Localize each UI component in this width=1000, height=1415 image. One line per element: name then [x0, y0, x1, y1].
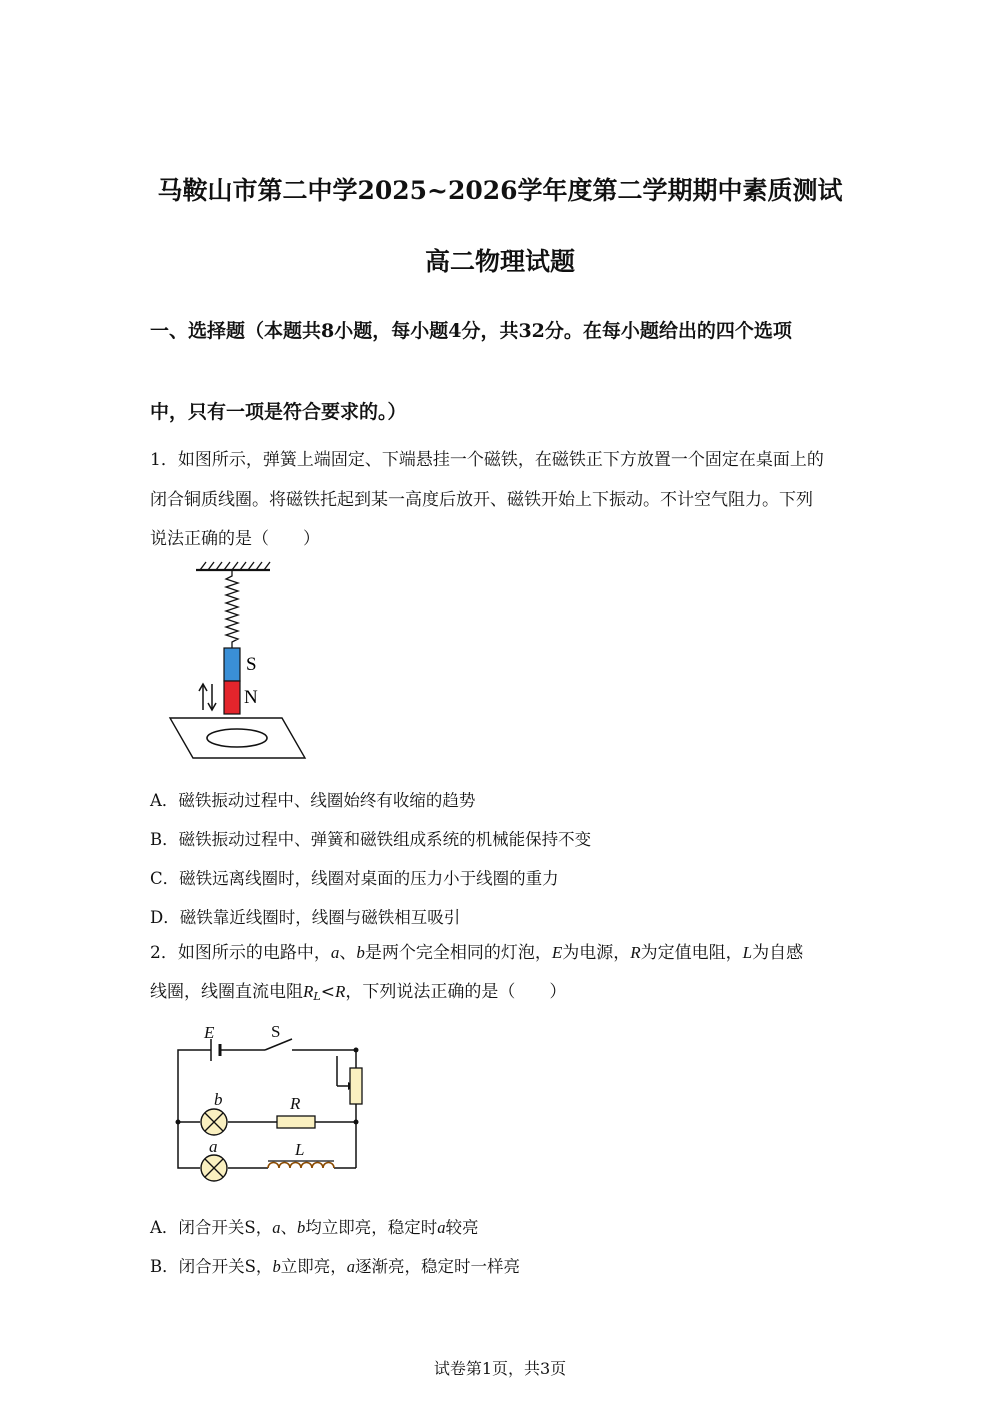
spring-magnet-coil-figure: [160, 560, 320, 765]
q1-option-c: C．磁铁远离线圈时，线圈对桌面的压力小于线圈的重力: [150, 869, 559, 888]
label-s: S: [246, 654, 257, 675]
up-down-arrows-icon: [199, 684, 216, 710]
page-footer: 试卷第1页，共3页: [433, 1359, 567, 1378]
inductor-coil: [268, 1163, 334, 1169]
label-b: b: [214, 1090, 223, 1109]
q2-option-a: A．闭合开关S，a、b均立即亮，稳定时a较亮: [150, 1218, 479, 1237]
rheostat: [350, 1068, 362, 1104]
exam-title-line1: 马鞍山市第二中学2025~2026学年度第二学期期中素质测试: [157, 176, 843, 205]
q1-option-b: B．磁铁振动过程中、弹簧和磁铁组成系统的机械能保持不变: [150, 830, 592, 849]
exam-title-line2: 高二物理试题: [424, 247, 575, 276]
circuit-diagram: [165, 1018, 380, 1188]
label-l: L: [295, 1140, 305, 1159]
label-n: N: [244, 687, 258, 708]
question1-line1: 1．如图所示，弹簧上端固定、下端悬挂一个磁铁，在磁铁正下方放置一个固定在桌面上的: [150, 450, 824, 470]
lamp-b-icon: [201, 1109, 227, 1135]
section-heading-line1: 一、选择题（本题共8小题，每小题4分，共32分。在每小题给出的四个选项: [150, 320, 792, 342]
lamp-a-icon: [201, 1155, 227, 1181]
magnet-north-pole: [224, 681, 240, 714]
battery-icon: [211, 1039, 220, 1061]
label-s: S: [271, 1022, 281, 1041]
table-surface: [170, 718, 305, 758]
question1-line3: 说法正确的是（ ）: [150, 529, 320, 549]
q2-option-b: B．闭合开关S，b立即亮，a逐渐亮，稳定时一样亮: [150, 1257, 520, 1276]
resistor-r: [277, 1116, 315, 1128]
q1-option-a: A．磁铁振动过程中、线圈始终有收缩的趋势: [150, 791, 476, 810]
label-r: R: [290, 1094, 301, 1113]
question1-line2: 闭合铜质线圈。将磁铁托起到某一高度后放开、磁铁开始上下振动。不计空气阻力。下列: [150, 490, 813, 510]
label-e: E: [204, 1023, 215, 1042]
q1-option-d: D．磁铁靠近线圈时，线圈与磁铁相互吸引: [150, 908, 461, 927]
label-a: a: [209, 1137, 218, 1156]
copper-coil: [207, 729, 267, 747]
question2-line1: 2．如图所示的电路中，a、b是两个完全相同的灯泡，E为电源，R为定值电阻，L为自感: [150, 943, 804, 963]
magnet-south-pole: [224, 648, 240, 681]
question2-line2: 线圈，线圈直流电阻$R_L<R$，下列说法正确的是（ ）: [150, 982, 567, 1003]
section-heading-line2: 中，只有一项是符合要求的。）: [150, 401, 407, 423]
